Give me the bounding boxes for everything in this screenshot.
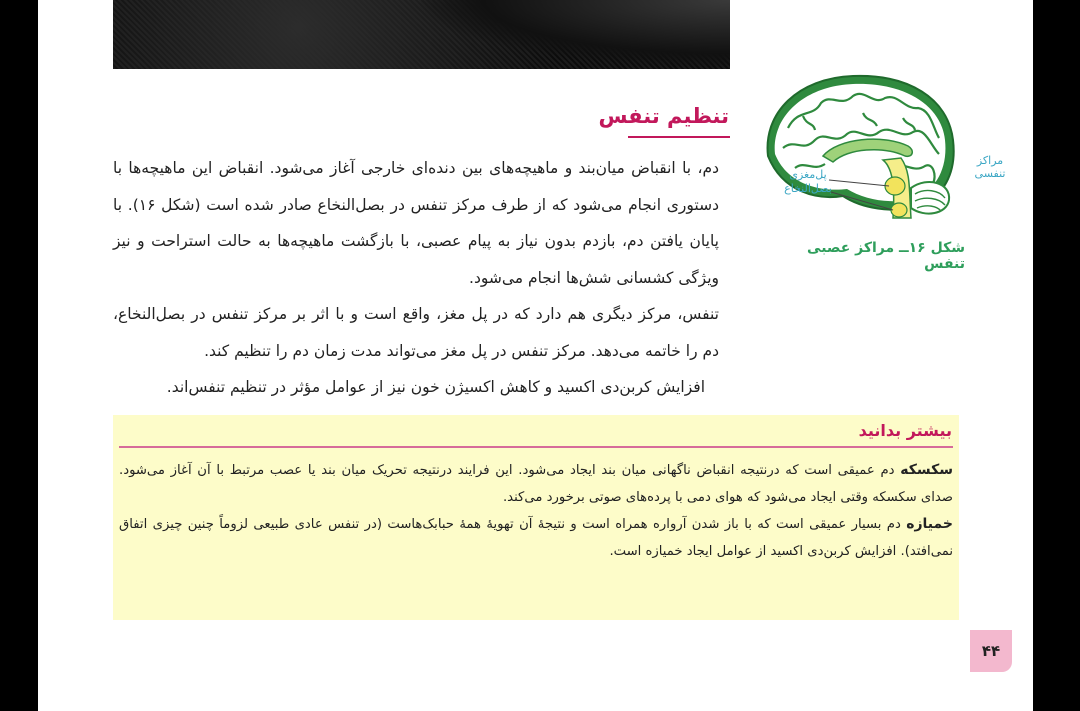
- text-yawn: دم بسیار عمیقی است که با باز شدن آرواره همراه است و نتیجهٔ آن تهویهٔ همهٔ حبابک‌هاست (در تنفس عادی طبیعی لزوماً چنین چیزی اتفاق نمی‌افتد). افزایش کربن‌دی اکسید از عوامل ایجاد خمیازه است.: [119, 517, 953, 559]
- paragraph-1: دم، با انقباض میان‌بند و ماهیچه‌های بین دنده‌ای خارجی آغاز می‌شود. انقباض این ماهیچه‌ها با دستوری انجام می‌شود که از طرف مرکز تنفس در بصل‌النخاع صادر شده است (شکل ۱۶). با پایان یافتن دم، بازدم بدون نیاز به پیام عصبی، با بازگشت ماهیچه‌ها به حالت استراحت و نیز ویژگی کشسانی شش‌ها انجام می‌شود.: [113, 159, 719, 287]
- section-body: [113, 150, 731, 406]
- box-title: بیشتر بدانید: [858, 421, 952, 440]
- label-respiratory-centers: مراکز تنفسی: [974, 154, 1006, 180]
- text-hiccup: دم عمیقی است که درنتیجه انقباض ناگهانی میان بند ایجاد می‌شود. این فرایند درنتیجه تحریک میان بند یا عصب مرتبط با آن آغاز می‌شود. صدای سکسکه وقتی ایجاد می‌شود که هوای دمی با پرده‌های صوتی برخورد می‌کند.: [119, 463, 953, 505]
- textbook-page: [38, 0, 1033, 711]
- top-photo: [113, 0, 730, 69]
- paragraph-3: افزایش کربن‌دی اکسید و کاهش اکسیژن خون نیز از عوامل مؤثر در تنظیم تنفس‌اند.: [166, 378, 705, 396]
- brain-illustration: [743, 68, 965, 223]
- more-info-box: [113, 415, 959, 620]
- box-body: [119, 457, 953, 565]
- paragraph-2: تنفس، مرکز دیگری هم دارد که در پل مغز، واقع است و با اثر بر مرکز تنفس در بصل‌النخاع، دم را خاتمه می‌دهد. مرکز تنفس در پل مغز می‌تواند مدت زمان دم را تنظیم کند.: [113, 305, 719, 360]
- heading-underline: [628, 136, 730, 138]
- box-divider: [119, 446, 953, 448]
- page-number-badge: [970, 630, 1012, 672]
- page-number: ۴۴: [981, 642, 1001, 660]
- label-medulla: بصل‌النخاع: [784, 182, 832, 195]
- term-hiccup: سکسکه: [900, 462, 953, 478]
- box-item-hiccup: [119, 457, 953, 511]
- figure-caption: شکل ۱۶ــ مراکز عصبی تنفس: [807, 240, 965, 272]
- box-item-yawn: [119, 511, 953, 565]
- section-heading: تنظیم تنفس: [598, 104, 729, 128]
- label-pons: پل‌مغزی: [789, 168, 827, 181]
- term-yawn: خمیازه: [906, 516, 953, 532]
- brain-figure: [743, 68, 1006, 223]
